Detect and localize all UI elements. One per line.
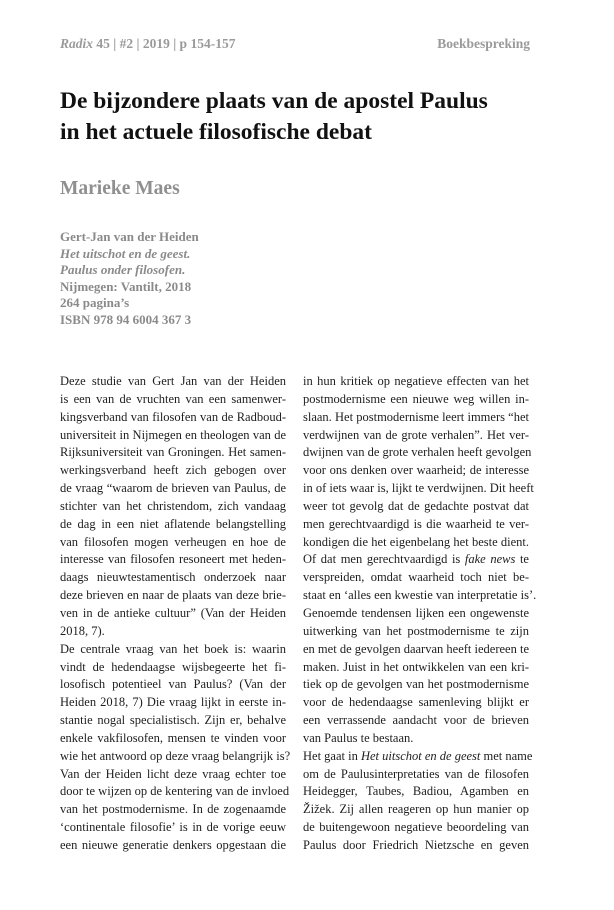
citation xyxy=(60,36,235,52)
running-header xyxy=(60,36,530,56)
text-line: verdwijnen van de grote verhalen”. Het ver- xyxy=(303,427,529,442)
text-run: met name xyxy=(480,748,533,763)
text-run: Het gaat in xyxy=(303,748,361,763)
book-pages: 264 pagina’s xyxy=(60,295,130,310)
title-line: in het actuele filosofische debat xyxy=(60,119,372,145)
body-column-right xyxy=(303,373,537,855)
text-line: Žižek. Zij allen reageren op hun manier op xyxy=(303,802,529,817)
text-line: ven in de antieke cultuur” (Van der Heiden xyxy=(60,605,286,620)
book-subtitle: Paulus onder filosofen. xyxy=(60,262,186,277)
section-label: Boekbespreking xyxy=(437,36,530,51)
text-line: universiteit in Nijmegen en theologen van de xyxy=(60,427,286,442)
text-line: kingsverband van filosofen van de Radboud- xyxy=(60,409,286,424)
text-line: vindt de hedendaagse wijsbegeerte het fi- xyxy=(60,659,286,674)
text-line: dwijnen van de grote verhalen heeft gevolgen xyxy=(303,445,532,460)
text-line: interesse van filosofen resoneert met heden- xyxy=(60,552,286,567)
text-line: de vraag “waarom de brieven van Paulus, de xyxy=(60,481,286,496)
text-line: postmodernisme een nieuwe weg willen in- xyxy=(303,391,529,406)
text-line: uitwerking van het postmodernisme te zijn xyxy=(303,623,529,638)
text-line: Paulus door Friedrich Nietzsche en geven xyxy=(303,837,529,852)
text-line: De centrale vraag van het boek is: waarin xyxy=(60,641,286,656)
text-line: de buitengewoon negatieve beoordeling van xyxy=(303,820,529,835)
text-line: de dag in een niet aflatende belangstelling xyxy=(60,516,286,531)
text-line: verspreiden, omdat waarheid toch niet be- xyxy=(303,570,529,585)
text-line: Deze studie van Gert Jan van der Heiden xyxy=(60,374,286,388)
article-title xyxy=(60,86,540,148)
text-line: wie het antwoord op deze vraag belangrijk is? xyxy=(60,748,291,763)
text-line: men gerechtvaardigd is die waarheid te ver- xyxy=(303,516,529,531)
text-line: slaan. Het postmodernisme leert immers “het xyxy=(303,409,529,424)
text-line xyxy=(303,748,533,766)
text-line: en met de gevolgen daarvan heeft iedereen te xyxy=(303,641,529,656)
text-line: een verrassende aandacht voor de brieven xyxy=(303,713,529,728)
title-line: De bijzondere plaats van de apostel Paulus xyxy=(60,88,488,114)
book-title: Het uitschot en de geest. xyxy=(60,245,191,261)
text-line: Heidegger, Taubes, Badiou, Agamben en xyxy=(303,784,529,799)
text-line xyxy=(303,551,529,569)
emphasis-text: fake news xyxy=(464,552,516,567)
text-line: staat en ‘alles een kwestie van interpretatie is’. xyxy=(303,588,537,603)
book-isbn: ISBN 978 94 6004 367 3 xyxy=(60,311,192,327)
text-line: kondigen die het eigenbelang het beste dient. xyxy=(303,534,529,549)
text-line: van filosofen mogen verheugen en hoe de xyxy=(60,534,286,549)
text-line: een nieuwe generatie denkers opgestaan die xyxy=(60,837,286,852)
text-line: voor de hedendaagse samenleving blijkt er xyxy=(303,695,529,710)
text-run: Of dat men gerechtvaardigd is xyxy=(303,552,465,567)
book-details xyxy=(60,229,199,328)
text-line: deze brieven en naar de plaats van deze brie- xyxy=(60,588,286,603)
text-line: voor ons denken over waarheid; de interesse xyxy=(303,463,529,478)
text-line: weer tot gevolg dat de gedachte postvat dat xyxy=(303,498,529,513)
text-line: om de Paulusinterpretaties van de filosofen xyxy=(303,766,529,781)
text-line: stichter van het christendom, zich vandaag xyxy=(60,498,286,513)
text-line: enkele vakfilosofen, mensen te vinden voor xyxy=(60,730,286,745)
text-line: Genoemde tendensen lijken een ongewenste xyxy=(303,605,529,620)
body-column-left xyxy=(60,373,291,855)
text-line: maken. Juist in het ontwikkelen van een kri- xyxy=(303,659,529,674)
text-line: losofisch potentieel van Paulus? (Van der xyxy=(60,677,286,692)
text-line: Van der Heiden licht deze vraag echter toe xyxy=(60,766,286,781)
journal-name: Radix xyxy=(60,36,94,51)
text-line: 2018, 7). xyxy=(60,623,105,638)
issue-info: 45 | #2 | 2019 | p 154-157 xyxy=(93,36,236,51)
text-line: door te wijzen op de kentering van de invloed xyxy=(60,784,290,799)
book-author: Gert-Jan van der Heiden xyxy=(60,229,199,244)
text-line: Rijksuniversiteit van Groningen. Het samen- xyxy=(60,445,286,460)
text-line: Heiden 2018, 7) Die vraag lijkt in eerste in- xyxy=(60,695,286,710)
text-line: stantie nogal specialistisch. Zijn er, behalve xyxy=(60,713,286,728)
text-line: in hun kritiek op negatieve effecten van het xyxy=(303,374,529,388)
text-line: van Paulus te bestaan. xyxy=(303,730,414,745)
text-line: van het postmodernisme. In de zogenaamde xyxy=(60,802,286,817)
review-author: Marieke Maes xyxy=(60,178,180,199)
text-line: in of iets waar is, lijkt te verdwijnen. Dit heeft xyxy=(303,481,534,496)
text-line: tiek op de gevolgen van het postmodernisme xyxy=(303,677,529,692)
text-run: te xyxy=(515,552,529,567)
text-line: ‘continentale filosofie’ is in de vorige eeuw xyxy=(60,820,286,835)
text-line: daags nieuwtestamentisch onderzoek naar xyxy=(60,570,286,585)
text-line: werkingsverband heeft zich gebogen over xyxy=(60,463,286,478)
text-line: is een van de vruchten van een samenwer- xyxy=(60,391,286,406)
emphasis-text: Het uitschot en de geest xyxy=(360,748,481,763)
book-publisher: Nijmegen: Vantilt, 2018 xyxy=(60,278,192,294)
